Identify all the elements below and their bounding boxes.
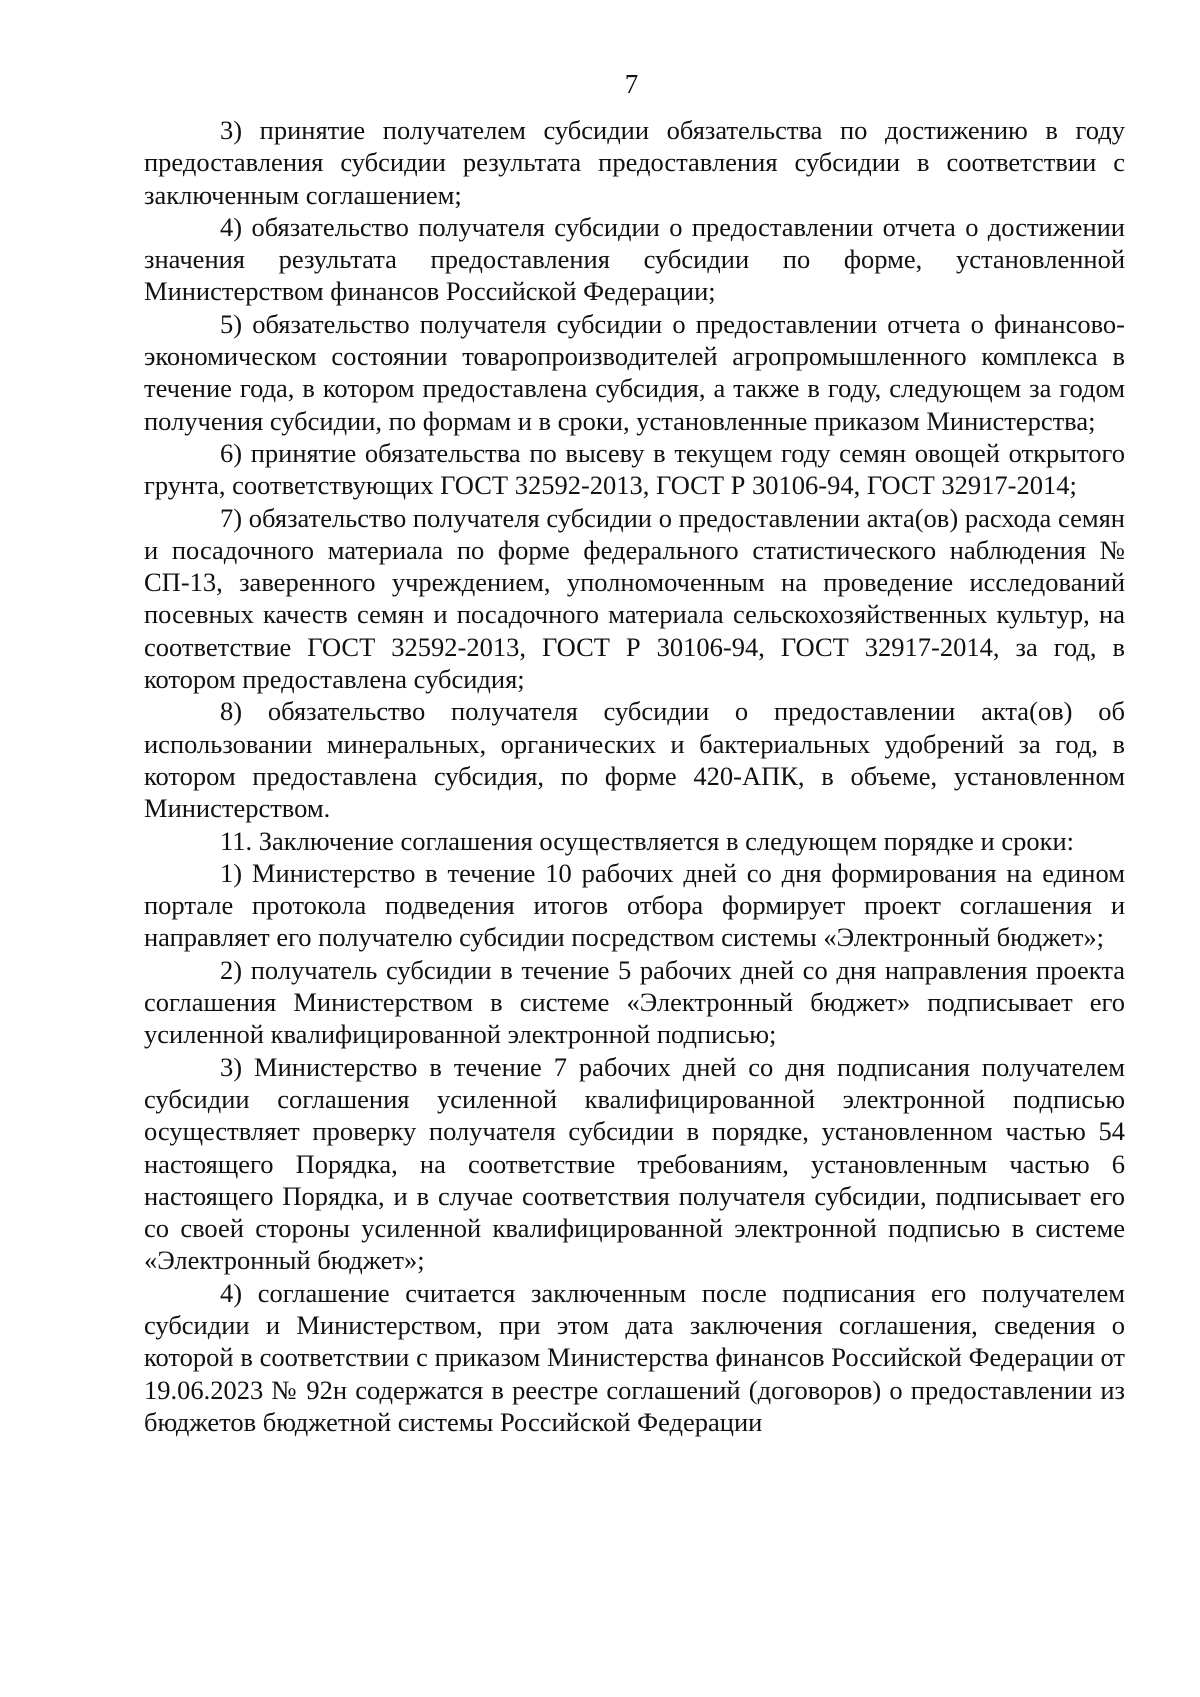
paragraph-item-5-financial-report: 5) обязательство получателя субсидии о предоставлении отчета о финансово-экономическом состоянии товаропроизводителей агропромышленного комплекса в течение года, в котором предоставлена субсидия, а также в году, следующем за годом получения субсидии, по формам и в сроки, установленные приказом Министерства; (144, 308, 1125, 436)
paragraph-step-3-ministry-check: 3) Министерство в течение 7 рабочих дней со дня подписания получателем субсидии соглашения усиленной квалифицированной электронной подписью осуществляет проверку получателя субсидии в порядке, установленном частью 54 настоящего Порядка, на соответствие требованиям, установленным частью 6 настоящего Порядка, и в случае соответствия получателя субсидии, подписывает его со своей стороны усиленной квалифицированной электронной подписью в системе «Электронный бюджет»; (144, 1051, 1125, 1276)
document-body (144, 114, 1125, 1438)
paragraph-item-8-fertilizer-act: 8) обязательство получателя субсидии о предоставлении акта(ов) об использовании минеральных, органических и бактериальных удобрений за год, в котором предоставлена субсидия, по форме 420-АПК, в объеме, установленном Министерством. (144, 696, 1125, 824)
paragraph-section-11-agreement: 11. Заключение соглашения осуществляется в следующем порядке и сроки: (220, 825, 1075, 856)
paragraph-item-7-seed-act: 7) обязательство получателя субсидии о предоставлении акта(ов) расхода семян и посадочного материала по форме федерального статистического наблюдения № СП-13, заверенного учреждением, уполномоченным на проведение исследований посевных качеств семян и посадочного материала сельскохозяйственных культур, на соответствие ГОСТ 32592-2013, ГОСТ Р 30106-94, ГОСТ 32917-2014, за год, в котором предоставлена субсидия; (144, 502, 1125, 695)
paragraph-item-6-sowing-obligation: 6) принятие обязательства по высеву в текущем году семян овощей открытого грунта, соответствующих ГОСТ 32592-2013, ГОСТ Р 30106-94, ГОСТ 32917-2014; (144, 437, 1125, 501)
paragraph-item-3-obligation-result: 3) принятие получателем субсидии обязательства по достижению в году предоставления субсидии результата предоставления субсидии в соответствии с заключенным соглашением; (144, 115, 1125, 210)
paragraph-step-2-recipient-signs: 2) получатель субсидии в течение 5 рабочих дней со дня направления проекта соглашения Министерством в системе «Электронный бюджет» подписывает его усиленной квалифицированной электронной подписью; (144, 954, 1125, 1050)
paragraph-step-4-agreement-concluded: 4) соглашение считается заключенным после подписания его получателем субсидии и Министерством, при этом дата заключения соглашения, сведения о которой в соответствии с приказом Министерства финансов Российской Федерации от 19.06.2023 № 92н содержатся в реестре соглашений (договоров) о предоставлении из бюджетов бюджетной системы Российской Федерации (144, 1277, 1125, 1437)
paragraph-step-1-draft-agreement: 1) Министерство в течение 10 рабочих дней со дня формирования на едином портале протокола подведения итогов отбора формирует проект соглашения и направляет его получателю субсидии посредством системы «Электронный бюджет»; (144, 857, 1125, 953)
page-number: 7 (624, 69, 639, 99)
paragraph-item-4-report-result: 4) обязательство получателя субсидии о предоставлении отчета о достижении значения результата предоставления субсидии по форме, установленной Министерством финансов Российской Федерации; (144, 211, 1125, 307)
